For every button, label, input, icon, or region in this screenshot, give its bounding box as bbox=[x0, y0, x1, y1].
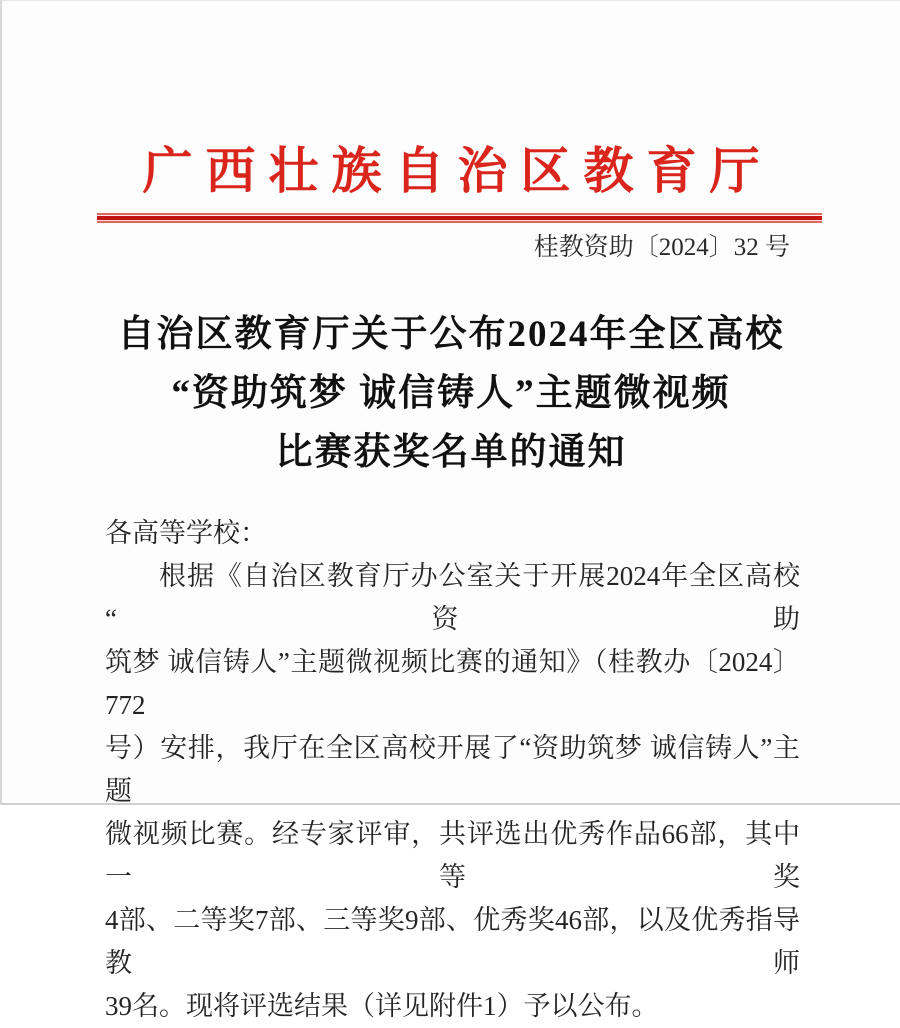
body-paragraph-line: 号）安排，我厅在全区高校开展了“资助筑梦 诚信铸人”主题 bbox=[105, 733, 800, 806]
document-title-line-2: “资助筑梦 诚信铸人”主题微视频 bbox=[171, 373, 731, 414]
letterhead-divider-rule bbox=[97, 213, 822, 223]
document-body bbox=[2, 512, 900, 1028]
document-number: 桂教资助〔2024〕32 号 bbox=[533, 234, 790, 261]
document-title bbox=[2, 305, 900, 482]
body-paragraph-line: 根据《自治区教育厅办公室关于开展2024年全区高校“资助 bbox=[105, 561, 800, 634]
document-title-line-3: 比赛获奖名单的通知 bbox=[275, 432, 627, 473]
body-paragraph-line: 39名。现将评选结果（详见附件1）予以公布。 bbox=[105, 991, 659, 1021]
body-paragraph-line: 微视频比赛。经专家评审，共评选出优秀作品66部，其中一等奖 bbox=[105, 819, 800, 892]
document-title-line-1: 自治区教育厅关于公布2024年全区高校 bbox=[117, 314, 785, 355]
letterhead-title: 广西壮族自治区教育厅 bbox=[142, 143, 773, 199]
salutation: 各高等学校： bbox=[105, 518, 267, 548]
body-paragraph-line: 筑梦 诚信铸人”主题微视频比赛的通知》（桂教办〔2024〕772 bbox=[105, 647, 800, 720]
body-paragraph-line: 4部、二等奖7部、三等奖9部、优秀奖46部，以及优秀指导教师 bbox=[105, 905, 800, 978]
